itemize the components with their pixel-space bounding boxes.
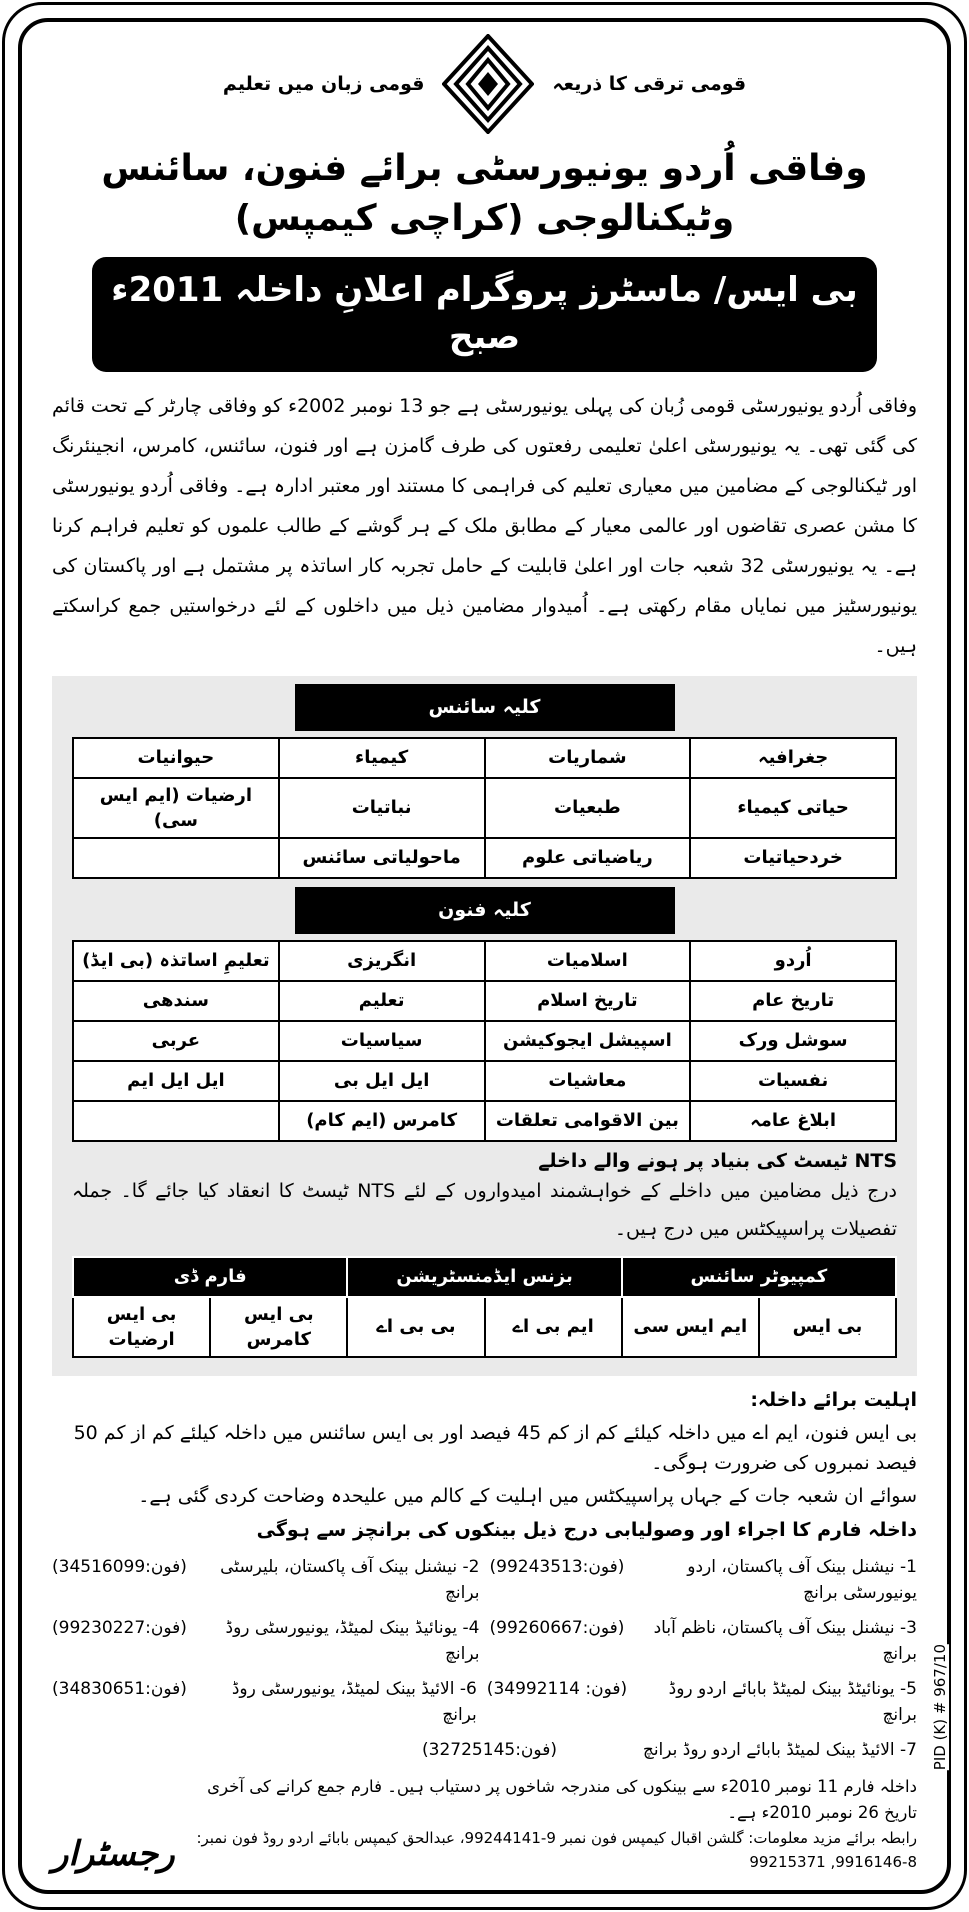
contact-info: رابطہ برائے مزید معلومات: گلشن اقبال کیمپس فون نمبر 9-99244141، عبدالحق کیمپس بابائے اردو روڈ فون نمبر: 8-9916146, 99215371 [196,1829,917,1872]
cell [73,1101,279,1141]
cell: فارم ڈی [73,1257,347,1297]
bank-name: 4- یونائیڈ بینک لمیٹڈ، یونیورسٹی روڈ برانچ [225,1618,480,1664]
nts-text: درج ذیل مضامین میں داخلے کے خواہشمند امیدواروں کے لئے NTS ٹیسٹ کا انعقاد کیا جائے گا۔ جملہ تفصیلات پراسپیکٹس میں درج ہیں۔ [72,1179,897,1240]
table-row [73,738,896,778]
science-table [72,737,897,879]
cell: سندھی [73,981,279,1021]
form-dates: داخلہ فارم 11 نومبر 2010ء سے بینکوں کی مندرجہ شاخوں پر دستیاب ہیں۔ فارم جمع کرانے کی آخری تاریخ 26 نومبر 2010ء ہے۔ [207,1776,917,1822]
pid-number: PID (K) # 967/10 [931,1644,949,1771]
slogan-right: قومی ترقی کا ذریعہ [552,73,747,95]
eligibility-line-1: بی ایس فنون، ایم اے میں داخلہ کیلئے کم از کم 45 فیصد اور بی ایس سائنس میں داخلہ کیلئے کم از کم 50 فیصد نمبروں کی ضرورت ہوگی۔ [73,1422,917,1474]
cell: ارضیات (ایم ایس سی) [73,778,279,838]
logo-row [52,34,917,134]
cell: بی ایس کامرس [210,1297,347,1357]
cell: کمپیوٹر سائنس [622,1257,896,1297]
cell: شماریات [485,738,691,778]
cell: جغرافیہ [690,738,896,778]
cell: اُردو [690,941,896,981]
university-logo [442,34,534,134]
cell: عربی [73,1021,279,1061]
slogan-left: قومی زبان میں تعلیم [222,73,425,95]
bank-name: 3- نیشنل بینک آف پاکستان، ناظم آباد برانچ [653,1618,917,1664]
cell: تاریخ عام [690,981,896,1021]
cell: معاشیات [485,1061,691,1101]
cell: کیمیاء [279,738,485,778]
science-heading: کلیہ سائنس [295,684,675,731]
bank-row [52,1738,917,1764]
eligibility-heading: اہلیت برائے داخلہ: [750,1388,917,1411]
university-title: وفاقی اُردو یونیورسٹی برائے فنون، سائنس وٹیکنالوجی (کراچی کیمپس) [101,148,868,240]
bank-phone: (فون:99230227) [52,1618,187,1639]
bank-name: 7- الائیڈ بینک لمیٹڈ بابائے اردو روڈ برانچ [642,1740,917,1761]
arts-heading: کلیہ فنون [295,887,675,934]
cell: بی بی اے [347,1297,484,1357]
cell: ریاضیاتی علوم [485,838,691,878]
bank-name: 5- یونائیٹڈ بینک لمیٹڈ بابائے اردو روڈ برانچ [668,1679,917,1725]
footer [52,1774,917,1875]
bank-phone: (فون: 34992114) [486,1679,628,1700]
cell: بی ایس [759,1297,896,1357]
bank-name: 1- نیشنل بینک آف پاکستان، اردو یونیورسٹی برانچ [687,1557,917,1603]
bank-name: 6- الائیڈ بینک لمیٹڈ، یونیورسٹی روڈ برانچ [231,1679,477,1725]
cell [73,838,279,878]
cell: اسپیشل ایجوکیشن [485,1021,691,1061]
bank-phone: (فون:32725145) [422,1740,557,1761]
bank-phone: (فون:34830651) [52,1679,187,1700]
cell: تعلیم [279,981,485,1021]
cell: کامرس (ایم کام) [279,1101,485,1141]
inner-border [18,18,951,1894]
table-row [73,981,896,1021]
cell: طبعیات [485,778,691,838]
cell: ماحولیاتی سائنس [279,838,485,878]
forms-heading: داخلہ فارم کا اجراء اور وصولیابی درج ذیل بینکوں کی برانچز سے ہوگی [256,1518,917,1541]
registrar-signature: رجسٹرار [52,1834,175,1875]
bank-row [52,1555,917,1606]
bank-phone: (فون:34516099) [52,1557,187,1578]
bank-name: 2- نیشنل بینک آف پاکستان، بلیرسٹی برانچ [220,1557,480,1603]
nts-heading: NTS ٹیسٹ کی بنیاد پر ہونے والے داخلے [538,1149,897,1172]
cell: حیوانیات [73,738,279,778]
table-row [73,1257,896,1297]
intro-paragraph: وفاقی اُردو یونیورسٹی قومی زُبان کی پہلی یونیورسٹی ہے جو 13 نومبر 2002ء کو وفاقی چارٹر کے تحت قائم کی گئی تھی۔ یہ یونیورسٹی اعلیٰ تعلیمی رفعتوں کی طرف گامزن ہے اور فنون، سائنس، کامرس، انجینئرنگ اور ٹیکنالوجی کے مضامین میں معیاری تعلیم کی فراہمی کا مستند اور معتبر ادارہ ہے۔ وفاقی اُردو یونیورسٹی کا مشن عصری تقاضوں اور عالمی معیار کے مطابق ملک کے ہر گوشے کے طالب علموں کو تعلیم فراہم کرنا ہے۔ یہ یونیورسٹی 32 شعبہ جات اور اعلیٰ قابلیت کے حامل تجربہ کار اساتذہ پر مشتمل ہے اور پاکستان کی یونیورسٹیز میں نمایاں مقام رکھتی ہے۔ اُمیدوار مضامین ذیل میں داخلوں کے لئے درخواستیں جمع کراسکتے ہیں۔ [52,394,918,657]
cell: اسلامیات [485,941,691,981]
cell: ایم بی اے [485,1297,622,1357]
bank-row [52,1677,917,1728]
cell: بزنس ایڈمنسٹریشن [347,1257,621,1297]
cell: سوشل ورک [690,1021,896,1061]
cell: حیاتی کیمیاء [690,778,896,838]
table-row [73,941,896,981]
table-row [73,1061,896,1101]
cell: تاریخ اسلام [485,981,691,1021]
cell: سیاسیات [279,1021,485,1061]
cell: ایم ایس سی [622,1297,759,1357]
cell: بی ایس ارضیات [73,1297,210,1357]
cell: بین الاقوامی تعلقات [485,1101,691,1141]
arts-table [72,940,897,1142]
admission-banner: بی ایس/ ماسٹرز پروگرام اعلانِ داخلہ 2011ء صبح [92,257,877,372]
bank-phone: (فون:99260667) [489,1618,625,1639]
cell: نباتیات [279,778,485,838]
programs-box [52,676,917,1376]
cell: ایل ایل ایم [73,1061,279,1101]
cell: ایل ایل بی [279,1061,485,1101]
cell: انگریزی [279,941,485,981]
table-row [73,1021,896,1061]
eligibility-line-2: سوائے ان شعبہ جات کے جہاں پراسپیکٹس میں اہلیت کے کالم میں علیحدہ وضاحت کردی گئی ہے۔ [138,1485,917,1508]
nts-table [72,1256,897,1358]
table-row [73,778,896,838]
table-row [73,838,896,878]
cell: ابلاغ عامہ [690,1101,896,1141]
bank-row [52,1616,917,1667]
outer-border [2,2,967,1910]
table-row [73,1297,896,1357]
cell: خردحیاتیات [690,838,896,878]
cell: تعلیمِ اساتذہ (بی ایڈ) [73,941,279,981]
bank-phone: (فون:99243513) [489,1557,625,1578]
table-row [73,1101,896,1141]
cell: نفسیات [690,1061,896,1101]
